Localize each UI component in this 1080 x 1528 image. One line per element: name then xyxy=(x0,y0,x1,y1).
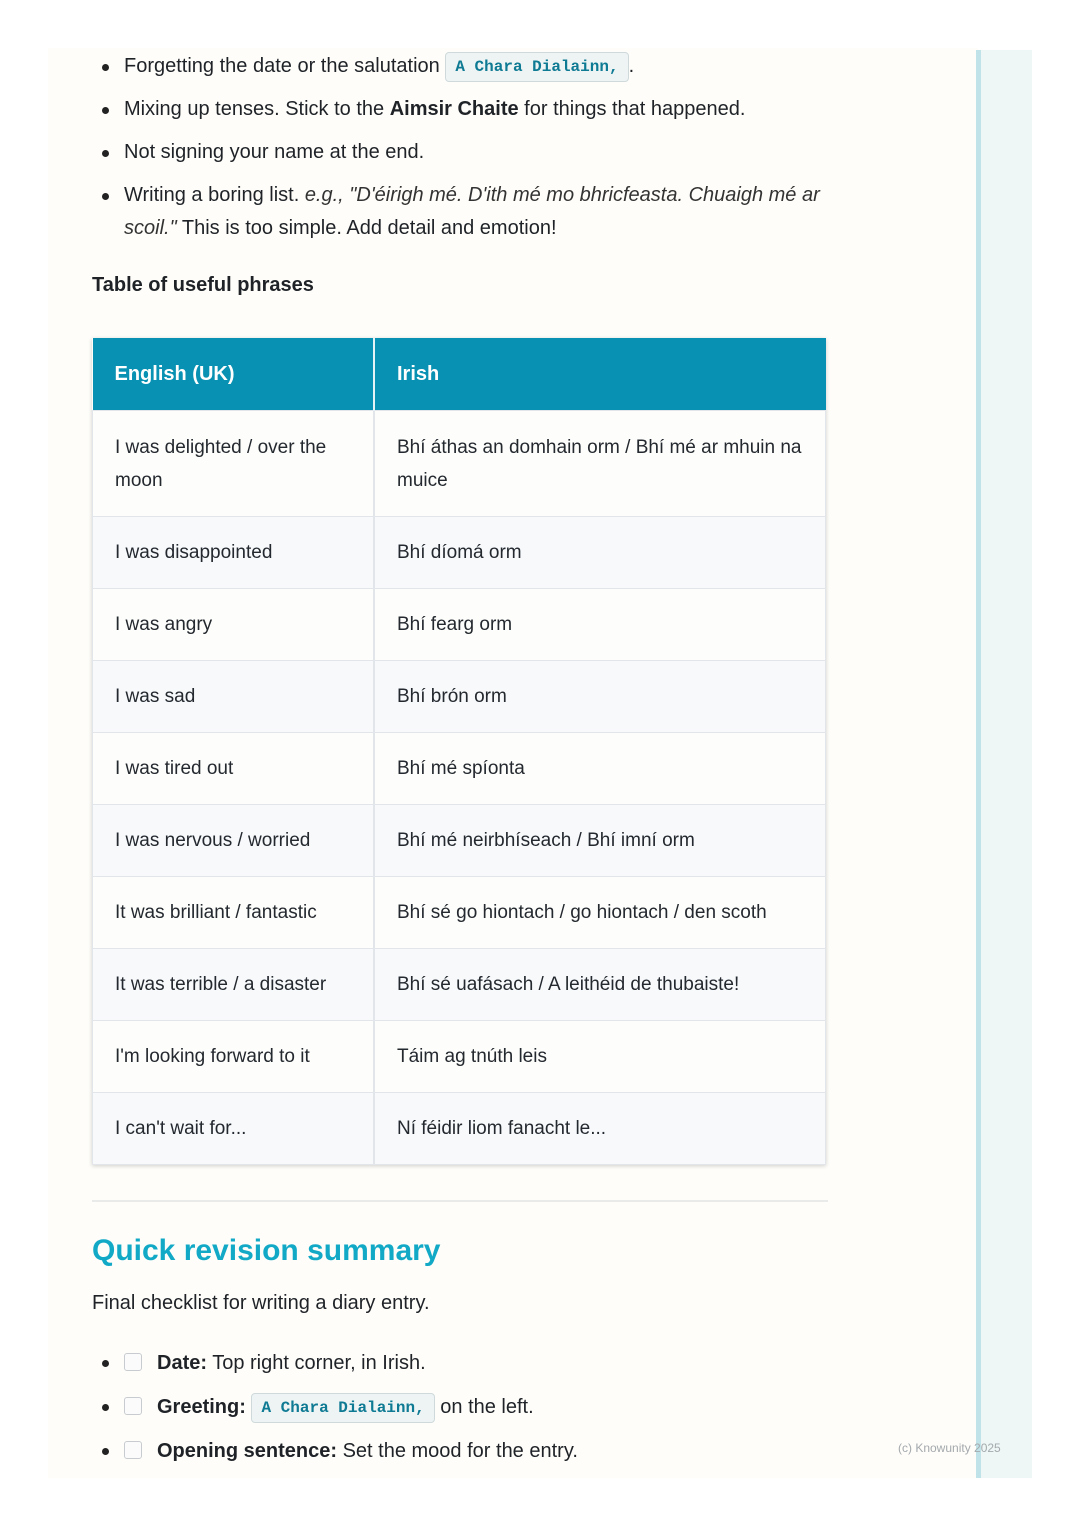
punctuation: . xyxy=(628,55,635,77)
table-row xyxy=(93,733,826,805)
side-margin-panel xyxy=(976,50,1032,1478)
irish-cell: Bhí sé go hiontach / go hiontach / den scoth xyxy=(374,877,826,949)
checklist-text: Top right corner, in Irish. xyxy=(207,1352,426,1374)
mistake-text: Mixing up tenses. Stick to the xyxy=(124,98,390,120)
table-row xyxy=(93,517,826,589)
table-row xyxy=(93,589,826,661)
common-mistakes-list xyxy=(92,50,828,255)
section-divider xyxy=(92,1200,828,1202)
column-header-irish: Irish xyxy=(374,338,826,411)
checklist-label: Greeting: xyxy=(157,1396,246,1418)
irish-cell: Ní féidir liom fanacht le... xyxy=(374,1093,826,1165)
phrases-table xyxy=(92,338,826,1165)
checklist-item xyxy=(92,1346,578,1380)
table-heading: Table of useful phrases xyxy=(92,274,314,296)
english-cell: I was disappointed xyxy=(93,517,375,589)
english-cell: I was delighted / over the moon xyxy=(93,411,375,517)
checkbox[interactable] xyxy=(124,1353,142,1371)
table-row xyxy=(93,949,826,1021)
english-cell: I'm looking forward to it xyxy=(93,1021,375,1093)
table-row xyxy=(93,1021,826,1093)
table-row xyxy=(93,877,826,949)
list-item xyxy=(92,136,828,169)
english-cell: It was terrible / a disaster xyxy=(93,949,375,1021)
english-cell: I was tired out xyxy=(93,733,375,805)
english-cell: I was angry xyxy=(93,589,375,661)
example-quote: e.g., "D'éirigh mé. D'ith mé mo bhricfeasta. Chuaigh mé ar scoil." xyxy=(124,184,820,239)
column-header-english: English (UK) xyxy=(93,338,375,411)
irish-cell: Bhí mé neirbhíseach / Bhí imní orm xyxy=(374,805,826,877)
english-cell: I was sad xyxy=(93,661,375,733)
list-item xyxy=(92,179,828,245)
mistake-text: Not signing your name at the end. xyxy=(124,141,425,163)
table-row xyxy=(93,1093,826,1165)
mistake-text: Writing a boring list. xyxy=(124,184,305,206)
irish-cell: Bhí sé uafásach / A leithéid de thubaiste! xyxy=(374,949,826,1021)
salutation-code: A Chara Dialainn, xyxy=(251,1393,434,1423)
checkbox[interactable] xyxy=(124,1441,142,1459)
english-cell: I can't wait for... xyxy=(93,1093,375,1165)
irish-cell: Bhí fearg orm xyxy=(374,589,826,661)
list-item xyxy=(92,93,828,126)
mistake-text: Forgetting the date or the salutation xyxy=(124,55,446,77)
english-cell: I was nervous / worried xyxy=(93,805,375,877)
irish-cell: Bhí áthas an domhain orm / Bhí mé ar mhuin na muice xyxy=(374,411,826,517)
checklist-text: Set the mood for the entry. xyxy=(337,1440,578,1462)
irish-cell: Táim ag tnúth leis xyxy=(374,1021,826,1093)
mistake-text: This is too simple. Add detail and emotion! xyxy=(176,217,557,239)
irish-cell: Bhí brón orm xyxy=(374,661,826,733)
checklist-item xyxy=(92,1390,578,1424)
checklist-text: on the left. xyxy=(434,1396,534,1418)
english-cell: It was brilliant / fantastic xyxy=(93,877,375,949)
table-row xyxy=(93,805,826,877)
checklist-label: Opening sentence: xyxy=(157,1440,338,1462)
salutation-code: A Chara Dialainn, xyxy=(445,52,628,82)
table-row xyxy=(93,411,826,517)
checkbox[interactable] xyxy=(124,1397,142,1415)
table-row xyxy=(93,661,826,733)
section-title: Quick revision summary xyxy=(92,1234,441,1267)
checklist-label: Date: xyxy=(157,1352,208,1374)
irish-cell: Bhí mé spíonta xyxy=(374,733,826,805)
checklist-item xyxy=(92,1434,578,1468)
copyright-notice: (c) Knowunity 2025 xyxy=(898,1441,1001,1455)
document-page xyxy=(48,48,978,1478)
list-item xyxy=(92,50,828,83)
table-header-row xyxy=(93,338,826,411)
irish-cell: Bhí díomá orm xyxy=(374,517,826,589)
mistake-text: for things that happened. xyxy=(518,98,746,120)
tense-name: Aimsir Chaite xyxy=(389,98,519,120)
section-intro: Final checklist for writing a diary entry. xyxy=(92,1292,430,1314)
revision-checklist xyxy=(92,1346,578,1478)
